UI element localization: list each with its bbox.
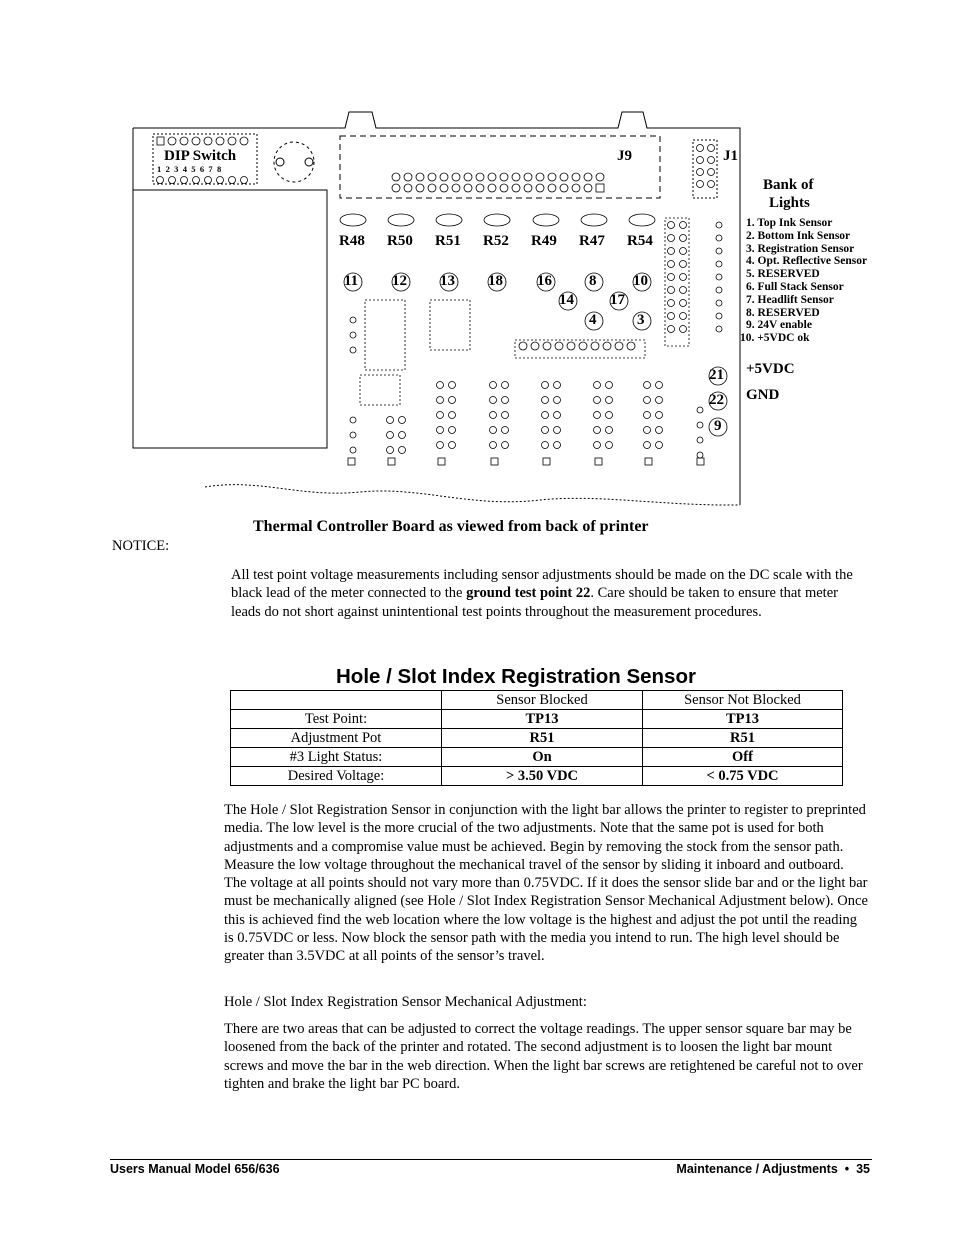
testpoint-label: 10 xyxy=(633,273,648,289)
resistor-label: R52 xyxy=(483,233,509,249)
table-row xyxy=(231,748,843,767)
dip-number: 2 xyxy=(165,164,175,174)
testpoint-label: 12 xyxy=(392,273,407,289)
figure-caption: Thermal Controller Board as viewed from back of printer xyxy=(253,518,649,535)
dip-number: 7 xyxy=(208,164,217,174)
section-title: Hole / Slot Index Registration Sensor xyxy=(336,665,696,688)
dip-number: 5 xyxy=(191,164,200,174)
notice-label: NOTICE: xyxy=(112,538,170,554)
footer-section-name: Maintenance / Adjustments xyxy=(676,1162,838,1176)
testpoint-label: 22 xyxy=(709,392,724,408)
resistor-label: R50 xyxy=(387,233,413,249)
legend-item: 7. Headlift Sensor xyxy=(746,293,834,306)
bank-of-lights-title-2: Lights xyxy=(769,195,810,211)
table-header-cell: Sensor Blocked xyxy=(442,691,643,710)
testpoint-label: 13 xyxy=(440,273,455,289)
table-cell: Desired Voltage: xyxy=(231,767,442,786)
testpoint-circles xyxy=(344,273,727,436)
legend-item: 5. RESERVED xyxy=(746,268,820,281)
table-cell: TP13 xyxy=(442,710,643,729)
resistor-label: R54 xyxy=(627,233,653,249)
table-cell: < 0.75 VDC xyxy=(643,767,843,786)
testpoint-label: 8 xyxy=(589,273,597,289)
light-bank-pads xyxy=(665,218,722,346)
table-header-cell xyxy=(231,691,442,710)
lower-pad-columns xyxy=(348,317,704,465)
dip-number: 6 xyxy=(199,164,209,174)
testpoint-label: 14 xyxy=(559,292,574,308)
table-cell: Adjustment Pot xyxy=(231,729,442,748)
testpoint-label: 17 xyxy=(610,292,625,308)
resistor-label: R48 xyxy=(339,233,365,249)
table-row xyxy=(231,729,843,748)
table-cell: R51 xyxy=(643,729,843,748)
table-cell: > 3.50 VDC xyxy=(442,767,643,786)
testpoint-label: 9 xyxy=(714,418,722,434)
board-bottom-edge xyxy=(205,485,740,505)
bank-of-lights-legend xyxy=(740,217,867,345)
dip-number: 8 xyxy=(216,164,226,174)
resistor-label: R47 xyxy=(579,233,605,249)
j1-pins xyxy=(697,145,715,188)
legend-item: 10. +5VDC ok xyxy=(740,332,810,345)
testpoint-label: 11 xyxy=(344,273,359,289)
resistor-label: R51 xyxy=(435,233,461,249)
registration-paragraph: The Hole / Slot Registration Sensor in conjunction with the light bar allows the printer to register to preprinted media. The low level is the more crucial of the two adjustments. Note that the same pot is used for both adjustments and a compromise value must be achieved. Begin by removing the stock from the sensor path. Measure the low voltage throughout the mechanical travel of the sensor by sliding it inboard and outboard. The voltage at all points should not vary more than 0.75VDC. If it does the sensor slide bar and or the light bar must be mechanically aligned (see Hole / Slot Index Registration Sensor Mechanical Adjustment below). Once this is achieved find the web location where the low voltage is the highest and adjust the pot until the reading is 0.75VDC or less. Now block the sensor path with the media you intend to run. The high level should be greater than 3.5VDC at all points of the sensor’s travel. xyxy=(224,802,868,965)
table-header-cell: Sensor Not Blocked xyxy=(643,691,843,710)
legend-item: 8. RESERVED xyxy=(746,306,820,319)
lower-component-field xyxy=(360,300,645,405)
legend-item: 9. 24V enable xyxy=(746,319,812,332)
notice-text: . Care should be taken to ensure that meter leads do not short against unintentional test points throughout the measurement procedures. xyxy=(231,585,838,620)
vdc-label: +5VDC xyxy=(746,361,795,377)
table-cell: #3 Light Status: xyxy=(231,748,442,767)
dip-switch-numbers xyxy=(157,164,226,174)
notice-text: All test point voltage measurements including sensor adjustments should be made on the DC scale with the black lead of the meter connected to the xyxy=(231,567,853,602)
dip-number: 1 xyxy=(157,164,166,174)
j9-pins-row1 xyxy=(392,173,604,181)
legend-item: 2. Bottom Ink Sensor xyxy=(746,229,851,242)
table-header-row xyxy=(231,691,843,710)
table-cell: TP13 xyxy=(643,710,843,729)
sensor-spec-table xyxy=(230,690,843,786)
footer-manual-title: Users Manual Model 656/636 xyxy=(110,1162,280,1176)
table-cell: Off xyxy=(643,748,843,767)
testpoint-label: 18 xyxy=(488,273,503,289)
dip-switch-label: DIP Switch xyxy=(164,148,237,164)
table-cell: R51 xyxy=(442,729,643,748)
j9-pins-row2 xyxy=(392,184,604,192)
footer-rule xyxy=(110,1159,872,1160)
page-number: 35 xyxy=(856,1162,870,1176)
j9-label: J9 xyxy=(617,148,632,164)
mechanical-adjustment-heading: Hole / Slot Index Registration Sensor Mechanical Adjustment: xyxy=(224,994,587,1010)
round-component xyxy=(274,142,314,182)
dip-number: 3 xyxy=(174,164,183,174)
testpoint-label: 4 xyxy=(589,312,597,328)
table-cell: Test Point: xyxy=(231,710,442,729)
legend-item: 6. Full Stack Sensor xyxy=(746,280,844,293)
legend-item: 1. Top Ink Sensor xyxy=(746,217,833,229)
legend-item: 3. Registration Sensor xyxy=(746,242,855,255)
table-row xyxy=(231,710,843,729)
gnd-label: GND xyxy=(746,387,780,403)
footer-section xyxy=(676,1162,870,1176)
legend-item: 4. Opt. Reflective Sensor xyxy=(746,255,868,268)
board-left-panel xyxy=(133,190,327,448)
testpoint-label: 21 xyxy=(709,367,724,383)
dip-number: 4 xyxy=(182,164,192,174)
resistor-label: R49 xyxy=(531,233,557,249)
pot-symbols xyxy=(340,214,655,226)
table-row xyxy=(231,767,843,786)
notice-paragraph xyxy=(231,566,871,621)
bullet-icon: • xyxy=(844,1162,850,1176)
j1-label: J1 xyxy=(723,148,738,164)
table-cell: On xyxy=(442,748,643,767)
testpoint-label: 3 xyxy=(637,312,645,328)
bank-of-lights-title-1: Bank of xyxy=(763,177,814,193)
testpoint-label: 16 xyxy=(537,273,552,289)
mechanical-adjustment-paragraph: There are two areas that can be adjusted to correct the voltage readings. The upper sensor square bar may be loosened from the back of the printer and rotated. The second adjustment is to loosen the light bar mount screws and move the bar in the web direction. When the light bar screws are retightened be careful not to over tighten and brake the light bar PC board. xyxy=(224,1021,863,1092)
ground-test-point: ground test point 22 xyxy=(466,585,591,602)
